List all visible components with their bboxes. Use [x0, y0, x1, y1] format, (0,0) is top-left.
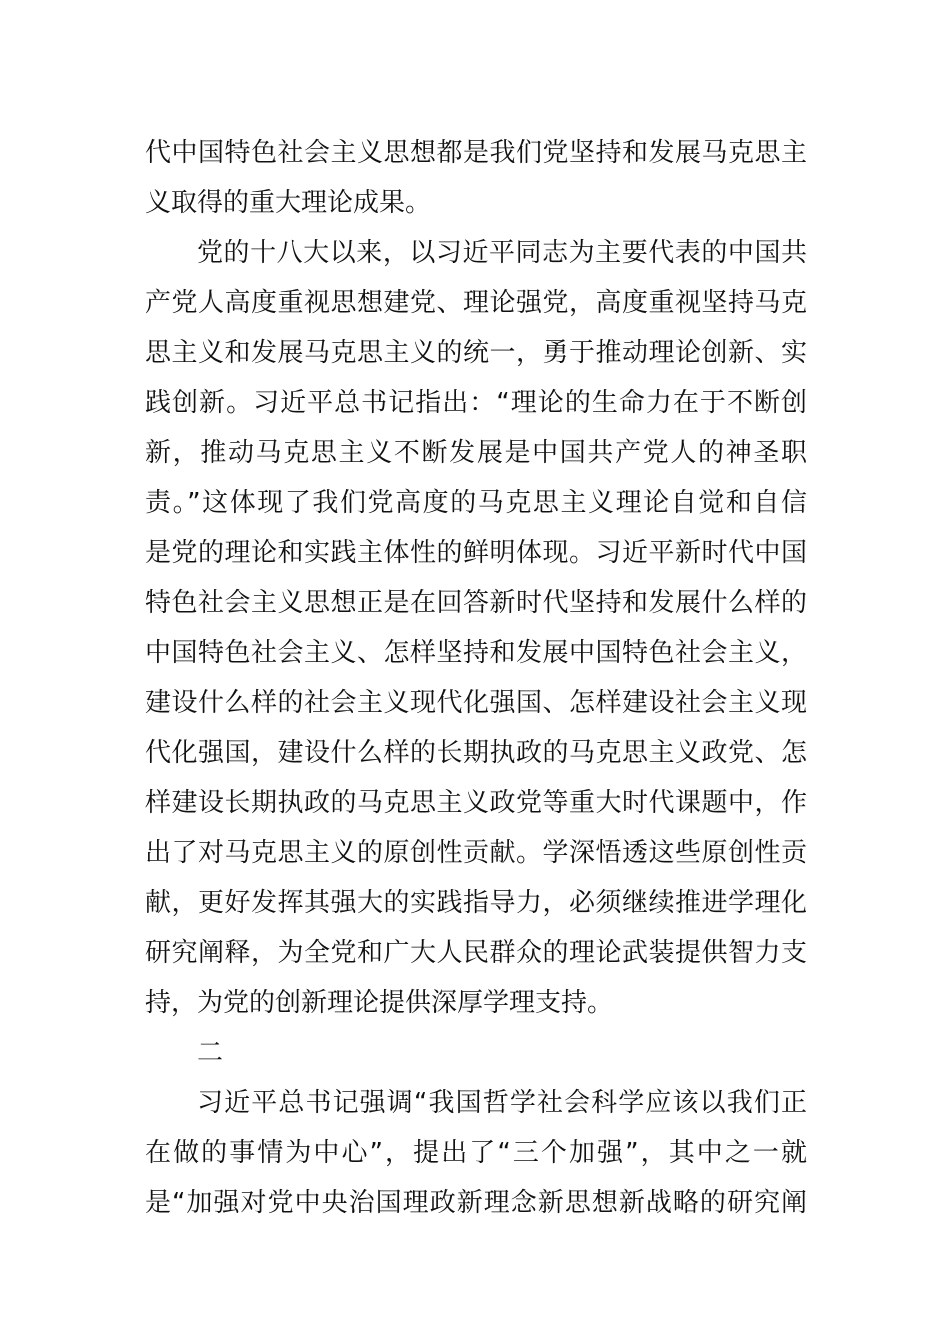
text-line: 建设什么样的社会主义现代化强国、怎样建设社会主义现: [145, 688, 807, 718]
text-line: 代化强国，建设什么样的长期执政的马克思主义政党、怎: [145, 738, 807, 768]
text-line: 代中国特色社会主义思想都是我们党坚持和发展马克思主: [145, 138, 807, 168]
text-line: 特色社会主义思想正是在回答新时代坚持和发展什么样的: [145, 588, 807, 618]
text-line: 党的十八大以来，以习近平同志为主要代表的中国共: [197, 238, 807, 268]
text-line: 新，推动马克思主义不断发展是中国共产党人的神圣职: [145, 438, 807, 468]
text-line: 是党的理论和实践主体性的鲜明体现。习近平新时代中国: [145, 538, 807, 568]
text-line: 献，更好发挥其强大的实践指导力，必须继续推进学理化: [145, 888, 807, 918]
text-line: 在做的事情为中心”，提出了“三个加强”，其中之一就: [145, 1138, 807, 1168]
section-heading: 二: [197, 1038, 224, 1068]
text-line: 是“加强对党中央治国理政新理念新思想新战略的研究阐: [145, 1188, 807, 1218]
text-line: 践创新。习近平总书记指出：“理论的生命力在于不断创: [145, 388, 807, 418]
text-line: 出了对马克思主义的原创性贡献。学深悟透这些原创性贡: [145, 838, 807, 868]
text-line: 持，为党的创新理论提供深厚学理支持。: [145, 988, 614, 1018]
text-line: 习近平总书记强调“我国哲学社会科学应该以我们正: [197, 1088, 807, 1118]
text-line: 中国特色社会主义、怎样坚持和发展中国特色社会主义，: [145, 638, 807, 668]
text-line: 责。”这体现了我们党高度的马克思主义理论自觉和自信: [145, 488, 807, 518]
text-line: 研究阐释，为全党和广大人民群众的理论武装提供智力支: [145, 938, 807, 968]
text-line: 思主义和发展马克思主义的统一，勇于推动理论创新、实: [145, 338, 807, 368]
text-line: 样建设长期执政的马克思主义政党等重大时代课题中，作: [145, 788, 807, 818]
text-line: 产党人高度重视思想建党、理论强党，高度重视坚持马克: [145, 288, 807, 318]
text-line: 义取得的重大理论成果。: [145, 188, 432, 218]
